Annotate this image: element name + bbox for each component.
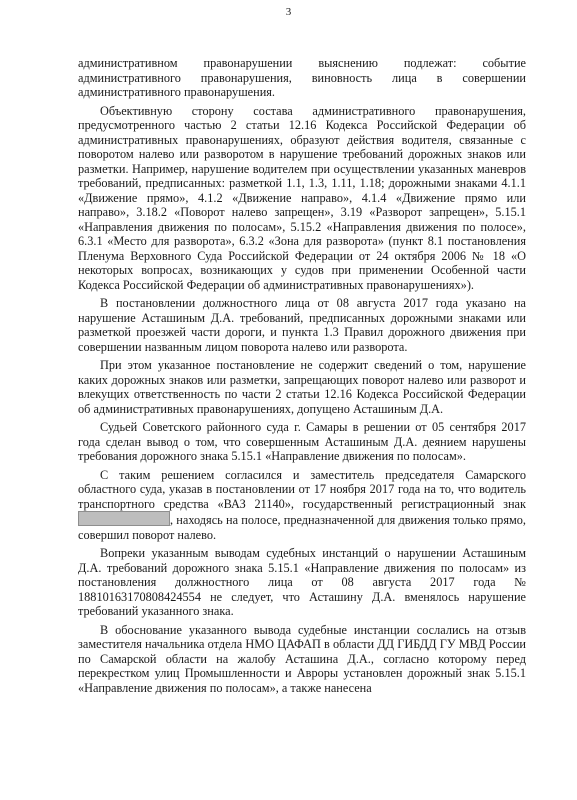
paragraph-8: В обоснование указанного вывода судебные инстанции сослались на отзыв заместителя начальника отдела НМО ЦАФАП в области ДД ГИБДД ГУ МВД России по Самарской области на жалобу Асташина Д.А., согласно которому перед перекрестком улиц Промышленности и Авроры установлен дорожный знак 5.15.1 «Направление движения по полосам», а также нанесена [78,622,526,695]
paragraph-6 [78,468,526,543]
paragraph-5: Судьей Советского районного суда г. Самары в решении от 05 сентября 2017 года сделан вывод о том, что совершенным Асташиным Д.А. деянием нарушены требования дорожного знака 5.15.1 «Направление движения по полосам». [78,420,526,463]
document-body [78,56,526,699]
paragraph-3: В постановлении должностного лица от 08 августа 2017 года указано на нарушение Асташиным Д.А. требований, предписанных дорожными знаками или разметкой проезжей части дороги, и пункта 1.3 Правил дорожного движения при совершении названным лицом поворота налево или разворота. [78,296,526,354]
redacted-plate-number [78,511,170,526]
page-number: 3 [285,6,292,18]
paragraph-6-start: С таким решением согласился и заместитель председателя Самарского областного суда, указав в постановлении от 17 ноября 2017 года на то, что водитель транспортного средства «ВАЗ 21140», государственный регистрационный знак [78,467,526,511]
paragraph-7: Вопреки указанным выводам судебных инстанций о нарушении Асташиным Д.А. требований дорожного знака 5.15.1 «Направление движения по полосам» из постановления должностного лица от 08 августа 2017 года № 18810163170808424554 не следует, что Асташину Д.А. вменялось нарушение требований указанного знака. [78,546,526,618]
paragraph-1: административном правонарушении выяснению подлежат: событие административного правонарушения, виновность лица в совершении административного правонарушения. [78,56,526,99]
paragraph-4: При этом указанное постановление не содержит сведений о том, нарушение каких дорожных знаков или разметки, запрещающих поворот налево или разворот и влекущих ответственность по части 2 статьи 12.16 Кодекса Российской Федерации об административных правонарушениях, допущено Асташиным Д.А. [78,358,526,416]
paragraph-6-end: , находясь на полосе, предназначенной для движения только прямо, совершил поворот налево. [78,513,526,542]
paragraph-2: Объективную сторону состава административного правонарушения, предусмотренного частью 2 статьи 12.16 Кодекса Российской Федерации об административных правонарушениях, образуют действия водителя, связанные с поворотом налево или разворотом в нарушение требований дорожных знаков или разметки. Например, нарушение водителем при осуществлении указанных маневров требований, предписанных: разметкой 1.1, 1.3, 1.11, 1.18; дорожными знаками 4.1.1 «Движение прямо», 4.1.2 «Движение направо», 4.1.4 «Движение прямо или направо», 3.18.2 «Поворот налево запрещен», 3.19 «Разворот запрещен», 5.15.1 «Направления движения по полосам», 5.15.2 «Направления движения по полосе», 6.3.1 «Место для разворота», 6.3.2 «Зона для разворота» (пункт 8.1 постановления Пленума Верховного Суда Российской Федерации от 24 октября 2006 № 18 «О некоторых вопросах, возникающих у судов при применении Особенной части Кодекса Российской Федерации об административных правонарушениях»). [78,103,526,292]
